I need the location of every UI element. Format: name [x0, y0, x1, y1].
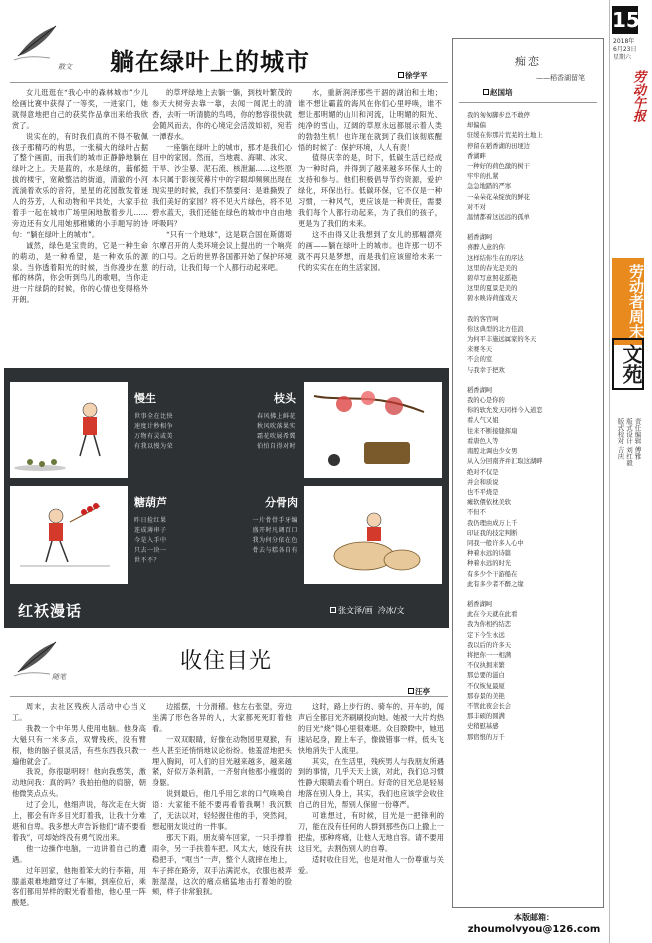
comic-heading: 慢生 [134, 392, 156, 405]
poem-subtitle: ——稻香湖留笔 [536, 74, 585, 82]
comic-heading: 分骨肉 [265, 496, 298, 509]
paragraph: 说到最后，他几乎用乞求的口气唤唤自语：大家能不能不要再看着我啊！我沉默了，无法以对，轻轻握住他的手，突然间，想起朋友说过的一件事。 [152, 789, 292, 831]
paragraph: 他一边操作电脑，一边讲着自己的遭遇。 [12, 843, 146, 864]
essay-column-3 [298, 88, 442, 363]
right-rail [609, 0, 652, 943]
paragraph: 适时收住目光，也是对他人一份尊重与关爱。 [298, 854, 444, 875]
comic-writer: 冷冰 [377, 606, 394, 615]
poem-line: 有多少个干游船在 [467, 570, 518, 578]
comic-artist: 张文泽 [338, 606, 362, 615]
page-number: 15 [612, 8, 640, 32]
poem-line: 一朵朵花朵绽放的鲜花 [467, 193, 530, 201]
paragraph: 这时，路上步行的、骑车的、开车的，闻声后全都目光齐刷刷投向她。她被一大片灼热的目光“烧”得心里很难堪。众目睽睽中，她迅速站起身，蹬上车子，像做错事一样，低头飞快地消失于人流里。 [298, 702, 444, 755]
comic-illustration [10, 486, 128, 584]
paragraph: 值得庆幸的是，时下，低碳生活已经成为一种时尚，并得到了越来越多环保人士的支持和参与。他们积极倡导节约资源，爱护绿化，环保出行。低碳环保，它不仅是一种习惯，一种风气，更应该是一种责任，需要我们每个人都行动起来，为了我们的孩子，更是为了我们的未来。 [298, 153, 442, 228]
comic-illustration [10, 382, 128, 478]
poem-line: 那丰硕的圆满 [467, 713, 505, 721]
newspaper-logo: 劳动午报 [630, 70, 645, 122]
paragraph: 的草坪绿地上去躺一躺，到枝叶繁茂的参天大树旁去靠一靠，去闻一闻泥土的清香，去听一听清脆的鸟鸣，你的愁容很快就会随风而去，你的心境定会活泼如初，宛若一潭春水。 [152, 88, 292, 141]
poem-line: 牢牢的扎紧 [467, 173, 499, 181]
verse-line: 速度计秒相争 [134, 423, 174, 430]
poem-line: 那总要的滋白 [467, 672, 505, 680]
verse-line: 世事全在比快 [134, 413, 174, 420]
poem-stanza [467, 600, 603, 743]
comic-caption-2 [226, 390, 296, 452]
verse-line: 连成薄串子 [134, 527, 167, 534]
author-name: 赵国培 [490, 88, 513, 97]
paragraph: 说实在的，有时我们真的不得不敬佩孩子那精巧的构思，一张稿大的绿叶占据了整个画面，而我们的城市正静静地躺在绿叶之上。天是蓝的，水是绿的，蓊郁挺拔的楼宇，宽敞整洁的街道，清澈的小河流淌着欢乐的音符，星星的花园散发着迷人的芬芳，人和动物和平共处，大家手拉着手一起在城市广场里闲地散着步儿……旁边还有女儿用她那稚嫩的小手题写的诗句：“躺在绿叶上的城市”。 [12, 131, 148, 239]
poem-line: 我的匆匆脚步总不敢停 [467, 112, 530, 119]
poem-line: 碧水映诗荷莲戏天 [467, 295, 518, 303]
date-weekday: 星期六 [613, 54, 632, 61]
verse-line: 只去一块一 [134, 547, 167, 554]
poem-stanza [467, 315, 603, 376]
poem-stanza [467, 111, 603, 223]
poem-line: 那春景的美艳 [467, 692, 505, 700]
poem-line: 种着水远的时光 [467, 560, 512, 568]
essay-title: 躺在绿叶上的城市 [110, 48, 310, 76]
date-year: 2018年 [613, 38, 635, 45]
poem-line: 我为你相约结恋 [467, 621, 512, 629]
comic-caption-4 [218, 494, 298, 556]
essay-author [398, 70, 428, 81]
verse-line: 一片骨骨手牙编 [252, 517, 298, 524]
comic-heading: 糖葫芦 [134, 496, 167, 509]
poem-line: 南腔北调也少女男 [467, 448, 518, 456]
poem-stanza [467, 233, 603, 304]
poem-line: 瘫软偎依枕美软 [467, 499, 512, 507]
section-name: 文苑 [612, 338, 644, 390]
poem-line: 此在今天就在此看 [467, 611, 518, 619]
poem-line: 往来不断接缝挥扇 [467, 427, 518, 435]
poem-line: 定下今生永远 [467, 631, 505, 639]
poem-line: 种着水远的诗篇 [467, 550, 512, 558]
divider [10, 82, 448, 83]
verse-line: 我为何分依在色 [252, 537, 298, 544]
comic-block [4, 368, 449, 628]
quill-icon [10, 22, 60, 62]
poem-line: 稻香湖呵 [467, 600, 493, 608]
paragraph: 我教一个中年男人使用电脑。他身高大魁只有一米多点，双臂残疾，没有臂根，他的脑子很灵活，有些东西我只教一遍他就会了。 [12, 723, 146, 766]
verse-line: 盛开时凡调百口 [252, 527, 298, 534]
comic-panel-3 [10, 486, 128, 584]
poem-line: 为何平丰施远属家的冬天 [467, 336, 537, 344]
divider [10, 696, 448, 697]
poem-line: 绝对不仅是 [467, 468, 499, 476]
poem-stanza [467, 386, 603, 590]
essay-column-2 [152, 702, 292, 938]
poem-line: 这里的夏景是美的 [467, 285, 518, 293]
email-address: zhoumolvyou@126.com [467, 924, 601, 935]
poem-line: 我的心是你的 [467, 397, 505, 405]
poem-line: 对不对 [467, 203, 486, 211]
comic-credits [330, 605, 405, 616]
verse-line: 骨去与糕各自有 [252, 547, 298, 554]
poem-line: 你的软允发天同样今入道恋 [467, 407, 543, 415]
poem-line: 碧草写意照花摇艳 [467, 275, 518, 283]
poem-line: 急急地踏的严寒 [467, 183, 512, 191]
comic-verse [226, 412, 296, 452]
comic-verse [134, 412, 204, 452]
verse-line: 今是入手中 [134, 537, 167, 544]
poem-line: 这样结你生在的序达 [467, 254, 524, 262]
paragraph: 那天下雨，朋友骑车回家，一只手撑着雨伞，另一手扶着车把。风太大，她没有扶稳把手，“哐当”一声，整个人就摔在地上，车子摔在路旁，双手沾满泥水，衣服也被弄脏湿湿，这次的痛点痛猛地击打着她的脸颊，样子非常狼狈。 [152, 832, 292, 897]
poem-line: 温情都着这远远的孤单 [467, 214, 530, 222]
verse-line: 万物有灵或美 [134, 433, 174, 440]
poem-line: 却偏偏 [467, 122, 486, 130]
poem-line: 从入分回南齐并汇取这湖畔 [467, 458, 543, 466]
paragraph: 过了会儿，他细声说，每次走在大街上，都会有许多目光盯着我，让我十分难堪和自卑。我多想大声告诉他们“请不要看着我”，可却始终没有勇气说出来。 [12, 800, 146, 842]
comic-verse [218, 516, 298, 556]
verse-line: 霜花吹展希冀 [256, 433, 296, 440]
comic-writer-role: /文 [393, 606, 405, 615]
poem-line: 驻缓在你那片荒芜的土地上 [467, 132, 543, 140]
poem-line: 看人气又姐 [467, 417, 499, 425]
comic-panel-2 [304, 382, 442, 478]
poem-line: 停留在稻香湖的田埂边 [467, 142, 530, 150]
verse-line: 昨日捡红果 [134, 517, 167, 524]
comic-caption-1 [134, 390, 204, 452]
comic-series-title: 红袄漫话 [18, 602, 83, 620]
verse-line: 世不不？ [134, 557, 161, 564]
poem-line: 来赛冬天 [467, 346, 493, 354]
poem-line: 稻香湖呵 [467, 234, 493, 242]
verse-line: 有我以慢为荣 [134, 443, 174, 450]
verse-line: 春风拂上鲜花 [256, 413, 296, 420]
essay-column-3 [298, 702, 444, 938]
comic-panel-4 [304, 486, 442, 584]
editor-credit: 责任编辑 傅雅 [633, 418, 642, 460]
proof-credit: 版式校对 吉庆 [616, 418, 625, 460]
essay-column-2 [152, 88, 292, 363]
poem-line: 史稍慰基感 [467, 723, 499, 731]
paragraph: 一双双眼睛，好像在动物园里观猴，有些人甚至还悄悄地议论纷纷。他羞涩地把头埋入胸间，可人们的目光越来越多，越来越紧，好似万条利箭，一齐射向他那小瘦弱的身躯。 [152, 734, 292, 788]
comic-panel-1 [10, 382, 128, 478]
comic-illustration [304, 382, 442, 478]
paragraph: 边摇摆，十分滑稽。他左右张望，旁边坐满了形色各异的人，大家都死死盯着他看。 [152, 702, 292, 733]
author-name: 汪亭 [415, 687, 430, 696]
paragraph: “只有一个地球”，这是联合国在斯德哥尔摩召开的人类环境会议上提出的一个响亮的口号。之后的世界各国都开始了保护环境的行动，让我们每一个人都行动起来吧。 [152, 229, 292, 272]
paragraph: 诚然，绿色是宝贵的，它是一种生命的萌动，是一种希望，是一种欢乐的源泉。当你透着阳光的时候，当你漫步在葱郁的林荫，你会听到鸟儿的歌唱，当你走进一片绿荫的时候，你的心情也变得格外开朗。 [12, 240, 148, 305]
poem-line: 也不平烧是 [467, 488, 499, 496]
comic-artist-role: /画 [362, 606, 373, 615]
design-credit: 版式设计 刘红毅 [625, 418, 633, 466]
comic-illustration [304, 486, 442, 584]
poem-line: 我的客官呵 [467, 315, 499, 323]
supplement-banner: 劳动者周末 [612, 258, 644, 345]
poem-line: 那宿恨的万千 [467, 733, 505, 741]
poem-line: 我仍理由成万上千 [467, 519, 518, 527]
essay-tag: 随笔 [52, 673, 66, 681]
poem-title: 痴恋 [515, 55, 541, 68]
poem-line: 并会和质说 [467, 478, 499, 486]
poem-line: 不会的室 [467, 356, 493, 364]
poem-line: 不仅恢复最厦 [467, 682, 505, 690]
poem-line: 我以后的许多天 [467, 641, 512, 649]
poem-line: 不仅执拥来繁 [467, 662, 505, 670]
poem-line: 你这典型的北方佳浪 [467, 325, 524, 333]
comic-heading: 枝头 [274, 392, 296, 405]
essay-column-1 [12, 88, 148, 363]
poem-line: 香湖畔 [467, 152, 486, 160]
poem-line: 将把你一一相满 [467, 651, 512, 659]
poem-line: 与我幸于把欢 [467, 366, 505, 374]
email-label: 本版邮箱： [514, 913, 554, 922]
essay-column-1 [12, 702, 146, 938]
paragraph: 女儿逛逛在“我心中的森林城市”少儿绘画比赛中获得了一等奖，一进家门，她就得意地把自己的获奖作品拿出来给我欣赏了。 [12, 88, 148, 130]
paragraph: 可谁想过，有时候，目光是一把锋利的刀，能在没有任何的人群到那些伤口上撒上一把盐，那种疼痛，让他人无地自容。请不要用这目光，去割伤别人的自尊。 [298, 811, 444, 853]
paragraph: 水，重新润泽那些干涸的湖泊和土地；谁不想让霸蓝的海风在你们心里呼唤，谁不想让那明媚的山川和河流，让明媚的阳光、纯净的雪山，辽阔的草原永远都展示着人类的勃勃生机！也许现在就到了我们该彻底醒悟的时候了：保护环境，人人有责！ [298, 88, 442, 152]
paragraph: 一座躺在绿叶上的城市，那才是我们心目中的家园。然而，当地震、海啸、冰灾、干旱、沙尘暴、泥石流、核泄漏……这些原本只属于影视荧幕片中的字眼却频频出现在现实里的时候，我们不禁要问：是谁撕毁了我们美好的家园？将不见大片绿色，将不见碧水蓝天，我们还能在绿色的城市中自由地呼吸吗？ [152, 142, 292, 228]
verse-line: 秋风吹落果实 [256, 423, 296, 430]
poem-line: 喜醉人意的你 [467, 244, 505, 252]
poem-body [453, 103, 603, 903]
date-day: 6月23日 [613, 46, 637, 53]
editor-credits [616, 418, 642, 466]
poem-author [483, 87, 603, 98]
verse-line: 伯怕自得对时 [256, 443, 296, 450]
paragraph: 其实，在生活里，残疾男人与我朋友所遇到的事情，几乎天天上演，对此，我们总习惯性静大眼睛去看个明白。好奇的目光总是轻易地落在别人身上，其实，我们也应该学会收住自己的目光，帮别人保留一份尊严。 [298, 756, 444, 810]
poem-line: 同我一般许多人心中 [467, 539, 524, 547]
comic-verse [134, 516, 214, 566]
essay-tag: 散文 [58, 63, 72, 71]
paragraph: 周末，去社区残疾人活动中心当义工。 [12, 702, 146, 722]
essay-title: 收住目光 [180, 649, 273, 674]
comic-caption-3 [134, 494, 214, 566]
poem-line: 看唐色人等 [467, 437, 499, 445]
poem-line: 一种好的荷色激的树干 [467, 163, 530, 171]
author-name: 徐学平 [405, 71, 428, 80]
poem-line: 印证我的技定判断 [467, 529, 518, 537]
paragraph: 过年回家，他拖着笨大的行李箱，用膝盖艰难地蹭穿过了车厢，到座位后，乘客们都用异样的眼光看着他，他心里一阵酸楚。 [12, 865, 146, 908]
poem-line: 此有多少者不醉之缘 [467, 580, 524, 588]
paragraph: 我说，你很聪明呀！他向我憨笑，激动地问我：真的吗？我拍拍他的肩膀，朝他微笑点点头。 [12, 767, 146, 799]
poem-line: 这里的春光是美的 [467, 264, 518, 272]
poem-line: 不管此夜会长会 [467, 702, 512, 710]
poem-line: 不但不 [467, 509, 486, 517]
paragraph: 这不由得又让我想到了女儿的那幅漂亮的画——躺在绿叶上的城市。也许那一切不就不再只是梦想，而是我们应该留给未来一代的实实在在的生活家园。 [298, 229, 442, 272]
poem-line: 稻香湖呵 [467, 386, 493, 394]
poem-box [452, 38, 604, 908]
